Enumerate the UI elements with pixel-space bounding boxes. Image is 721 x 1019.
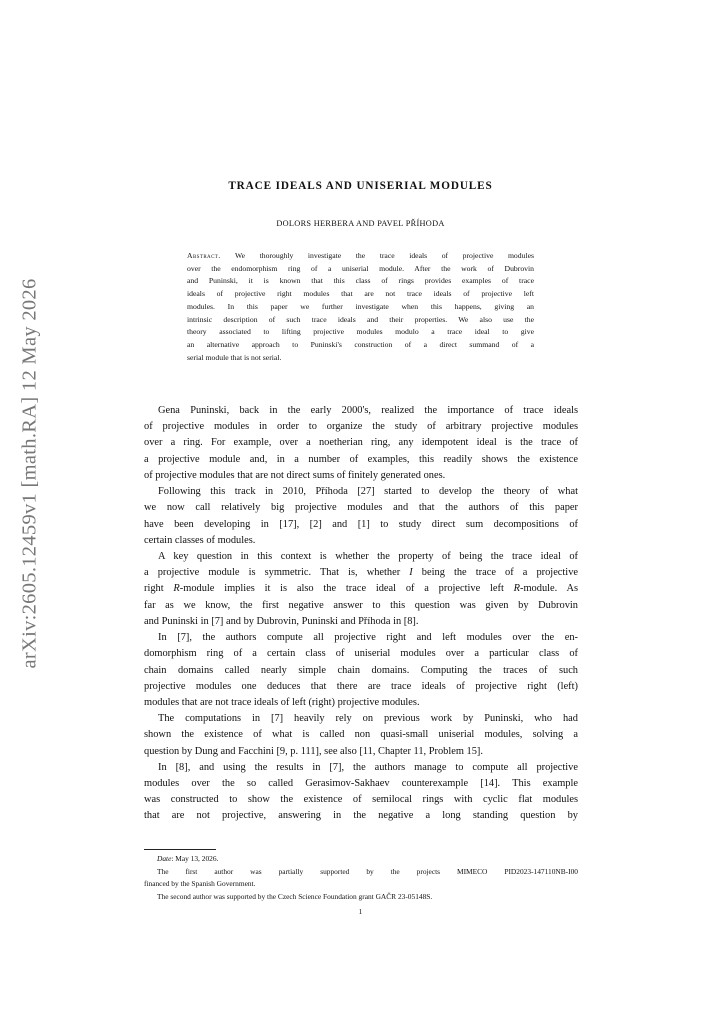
body-line: domorphism ring of a certain class of uniserial modules over a particular class of — [144, 648, 578, 660]
abstract-label: Abstract. — [187, 251, 221, 260]
abstract-line: and Puninski, it is known that this class of rings provides examples of trace — [187, 276, 534, 286]
body-line: shown the existence of what is called non quasi-small uniserial modules, solving a — [144, 729, 578, 741]
body-line: of projective modules that are not direct sums of finitely generated ones. — [144, 469, 446, 481]
footnote-funding-1: The first author was partially supported by the projects MIMECO PID2023-147110NB-I00 — [157, 866, 578, 876]
abstract-line: serial module that is not serial. — [187, 352, 282, 362]
body-line: chain domains called nearly simple chain domains. Computing the traces of such — [144, 664, 578, 676]
footnote-funding-2: The second author was supported by the Czech Science Foundation grant GAČR 23-05148S. — [157, 891, 433, 901]
arxiv-identifier: arXiv:2605.12459v1 [math.RA] 12 May 2026 — [18, 277, 41, 669]
body-line: A key question in this context is whether the property of being the trace ideal of — [158, 550, 578, 562]
abstract-line: an alternative approach to Puninski's construction of a direct summand of a — [187, 339, 534, 349]
footnote-funding-1-cont: financed by the Spanish Government. — [144, 879, 256, 889]
abstract-line: over the endomorphism ring of a uniserial module. After the work of Dubrovin — [187, 263, 534, 273]
body-line: The computations in [7] heavily rely on previous work by Puninski, who had — [158, 713, 578, 725]
body-line: certain classes of modules. — [144, 534, 256, 546]
body-line: a projective module and, in a number of examples, this readily shows the existence — [144, 453, 578, 465]
body-line: modules over the so called Gerasimov-Sakhaev counterexample [14]. This example — [144, 778, 578, 790]
body-line: Gena Puninski, back in the early 2000's, realized the importance of trace ideals — [158, 405, 578, 416]
body-line: we now call relatively big projective modules and that the authors of this paper — [144, 502, 578, 514]
body-line: In [7], the authors compute all projective right and left modules over the en- — [158, 632, 578, 644]
body-line: modules that are not trace ideals of left (right) projective modules. — [144, 696, 420, 708]
paper-title: TRACE IDEALS AND UNISERIAL MODULES — [228, 180, 493, 192]
body-line: of projective modules in order to organize the study of arbitrary projective modules — [144, 421, 578, 433]
body-line: have been developing in [17], [2] and [1] to study direct sum decompositions of — [144, 518, 578, 530]
abstract — [187, 250, 534, 364]
body-line: question by Dung and Facchini [9, p. 111], see also [11, Chapter 11, Problem 15]. — [144, 745, 483, 757]
footnote-date — [144, 853, 578, 866]
footnote-rule — [144, 849, 216, 850]
body-line: and Puninski in [7] and by Dubrovin, Puninski and Příhoda in [8]. — [144, 615, 419, 627]
body-line: a projective module is symmetric. That is, whether I being the trace of a projective — [144, 567, 579, 579]
date-label: Date — [157, 854, 172, 863]
paper-authors: DOLORS HERBERA AND PAVEL PŘÍHODA — [276, 219, 445, 228]
body-line: was constructed to show the existence of semilocal rings with cyclic flat modules — [144, 794, 578, 806]
abstract-line: ideals of projective right modules that are not trace ideals of projective left — [187, 289, 534, 299]
body-line: that are not projective, answering in the negative a long standing question by — [144, 810, 578, 822]
body-line: In [8], and using the results in [7], the authors manage to compute all projective — [158, 761, 578, 773]
page-number: 1 — [358, 907, 363, 916]
abstract-line: Abstract. We thoroughly investigate the trace ideals of projective modules — [187, 251, 534, 260]
body-line: Following this track in 2010, Příhoda [27] started to develop the theory of what — [158, 486, 578, 498]
body-line: projective modules one deduces that there are trace ideals of projective right (left) — [144, 680, 578, 692]
abstract-line: modules. In this paper we further investigate when this happens, giving an — [187, 301, 534, 311]
arxiv-identifier-stamp — [6, 277, 54, 669]
body-text — [144, 403, 578, 825]
footnotes — [144, 853, 578, 903]
abstract-line: intrinsic description of such trace ideals and their properties. We also use the — [187, 314, 534, 324]
body-line: far as we know, the first negative answer to this question was given by Dubrovin — [144, 599, 578, 611]
body-line: right R-module implies it is also the trace ideal of a projective left R-module. As — [144, 583, 579, 595]
body-line: over a ring. For example, over a noetherian ring, any idempotent ideal is the trace of — [144, 437, 578, 449]
date-value: : May 13, 2026. — [171, 854, 219, 863]
abstract-line: theory associated to lifting projective modules modulo a trace ideal to give — [187, 327, 534, 337]
